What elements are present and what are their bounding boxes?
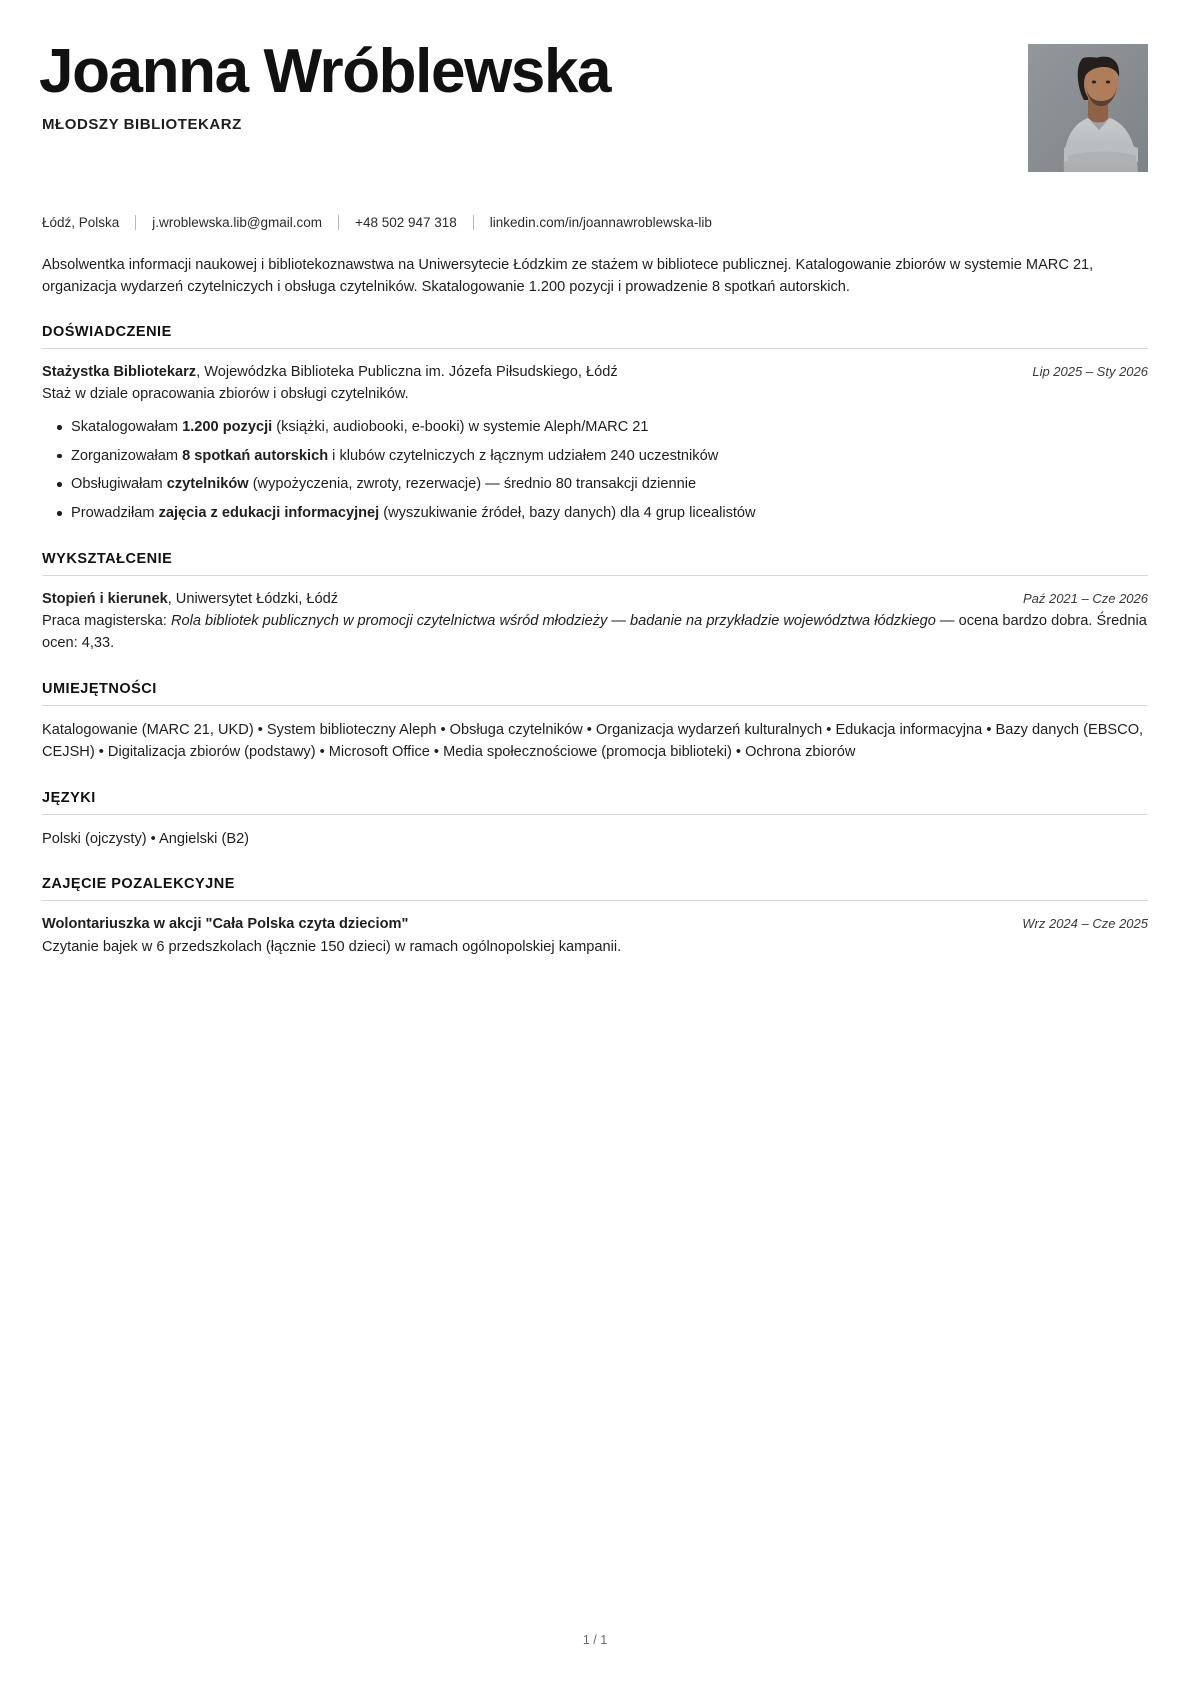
section-experience xyxy=(42,324,1148,524)
bullet-text-post: (wyszukiwanie źródeł, bazy danych) dla 4 grup licealistów xyxy=(379,505,756,522)
section-heading-skills: UMIEJĘTNOŚCI xyxy=(42,680,157,697)
bullet-text-post: (książki, audiobooki, e-booki) w systemie Aleph/MARC 21 xyxy=(272,419,649,436)
extracurricular-description: Czytanie bajek w 6 przedszkolach (łącznie 150 dzieci) w ramach ogólnopolskiej kampanii. xyxy=(42,938,622,955)
resume-header xyxy=(39,37,1148,190)
job-title: MŁODSZY BIBLIOTEKARZ xyxy=(42,116,242,134)
section-extracurricular xyxy=(42,876,1148,958)
contact-bar xyxy=(42,214,1148,232)
extracurricular-role: Wolontariuszka w akcji "Cała Polska czyta dzieciom" xyxy=(42,916,409,933)
skills-list: Katalogowanie (MARC 21, UKD) • System biblioteczny Aleph • Obsługa czytelników • Organizacja wydarzeń kulturalnych • Edukacja informacyjna • Bazy danych (EBSCO, CEJSH) • Digitalizacja zbiorów (podstawy) • Microsoft Office • Media społecznościowe (promocja biblioteki) • Ochrona zbiorów xyxy=(42,721,1144,761)
education-thesis xyxy=(42,611,1148,655)
extracurricular-entry-head xyxy=(42,914,1148,935)
experience-entry-head xyxy=(42,362,1148,383)
section-divider xyxy=(42,705,1148,706)
bullet-text-bold: 8 spotkań autorskich xyxy=(182,447,329,464)
education-school: , Uniwersytet Łódzki, Łódź xyxy=(167,590,339,607)
bullet-text-post: (wypożyczenia, zwroty, rezerwacje) — średnio 80 transakcji dziennie xyxy=(248,476,697,493)
bullet-text-bold: zajęcia z edukacji informacyjnej xyxy=(158,505,380,522)
bullet-text-pre: Skatalogowałam xyxy=(71,419,183,436)
contact-divider-icon xyxy=(338,215,339,230)
contact-phone[interactable]: +48 502 947 318 xyxy=(355,215,457,230)
page-title: Joanna Wróblewska xyxy=(39,37,611,106)
page-footer: 1 / 1 xyxy=(582,1633,608,1647)
languages-list: Polski (ojczysty) • Angielski (B2) xyxy=(42,830,250,847)
extracurricular-title-line xyxy=(42,914,1002,935)
contact-location: Łódź, Polska xyxy=(42,215,120,230)
section-education xyxy=(42,551,1148,655)
contact-divider-icon xyxy=(473,215,474,230)
list-item xyxy=(71,445,1148,468)
section-divider xyxy=(42,348,1148,349)
experience-title-line xyxy=(42,362,1012,383)
extracurricular-entry xyxy=(42,914,1148,958)
section-divider xyxy=(42,575,1148,576)
experience-role: Stażystka Bibliotekarz xyxy=(42,364,197,381)
section-heading-languages: JĘZYKI xyxy=(42,789,96,806)
education-date: Paź 2021 – Cze 2026 xyxy=(1022,590,1148,606)
thesis-title: Rola bibliotek publicznych w promocji czytelnictwa wśród młodzieży — badanie na przykładzie województwa łódzkiego xyxy=(170,612,936,629)
experience-company: , Wojewódzka Biblioteka Publiczna im. Józefa Piłsudskiego, Łódź xyxy=(196,364,618,381)
professional-summary: Absolwentka informacji naukowej i bibliotekoznawstwa na Uniwersytecie Łódzkim ze stażem w bibliotece publicznej. Katalogowanie zbiorów w systemie MARC 21, organizacja wydarzeń czytelniczych i obsługa czytelników. Skatalogowanie 1.200 pozycji i prowadzenie 8 spotkań autorskich. xyxy=(42,256,1094,295)
header-text-block xyxy=(39,37,1148,134)
avatar xyxy=(1028,44,1148,172)
contact-email[interactable]: j.wroblewska.lib@gmail.com xyxy=(152,215,323,230)
education-entry xyxy=(42,589,1148,655)
bullet-text-bold: czytelników xyxy=(166,476,249,493)
bullet-text-pre: Zorganizowałam xyxy=(71,447,183,464)
portrait-icon xyxy=(1028,44,1148,172)
section-divider xyxy=(42,814,1148,815)
list-item xyxy=(71,473,1148,496)
experience-subtitle: Staż w dziale opracowania zbiorów i obsługi czytelników. xyxy=(42,386,409,403)
section-heading-experience: DOŚWIADCZENIE xyxy=(42,324,172,341)
education-degree: Stopień i kierunek xyxy=(42,590,168,607)
extracurricular-date: Wrz 2024 – Cze 2025 xyxy=(1022,916,1148,932)
section-languages xyxy=(42,790,1148,851)
education-title-line xyxy=(42,589,1003,610)
thesis-label: Praca magisterska: xyxy=(42,612,171,629)
education-entry-head xyxy=(42,589,1148,610)
experience-entry xyxy=(42,362,1148,524)
thesis-grade: — ocena bardzo dobra. Średnia ocen: 4,33. xyxy=(42,612,1147,651)
experience-bullets xyxy=(42,416,1148,524)
contact-divider-icon xyxy=(135,215,136,230)
section-divider xyxy=(42,900,1148,901)
bullet-text-bold: 1.200 pozycji xyxy=(182,419,273,436)
section-skills xyxy=(42,681,1148,764)
bullet-text-pre: Obsługiwałam xyxy=(71,476,167,493)
bullet-text-post: i klubów czytelniczych z łącznym udziałem 240 uczestników xyxy=(328,447,719,464)
contact-linkedin[interactable]: linkedin.com/in/joannawroblewska-lib xyxy=(489,215,712,230)
section-heading-extracurricular: ZAJĘCIE POZALEKCYJNE xyxy=(42,876,235,893)
list-item xyxy=(71,416,1148,439)
section-heading-education: WYKSZTAŁCENIE xyxy=(42,550,173,567)
bullet-text-pre: Prowadziłam xyxy=(71,505,159,522)
list-item xyxy=(71,502,1148,525)
experience-date: Lip 2025 – Sty 2026 xyxy=(1032,364,1148,380)
